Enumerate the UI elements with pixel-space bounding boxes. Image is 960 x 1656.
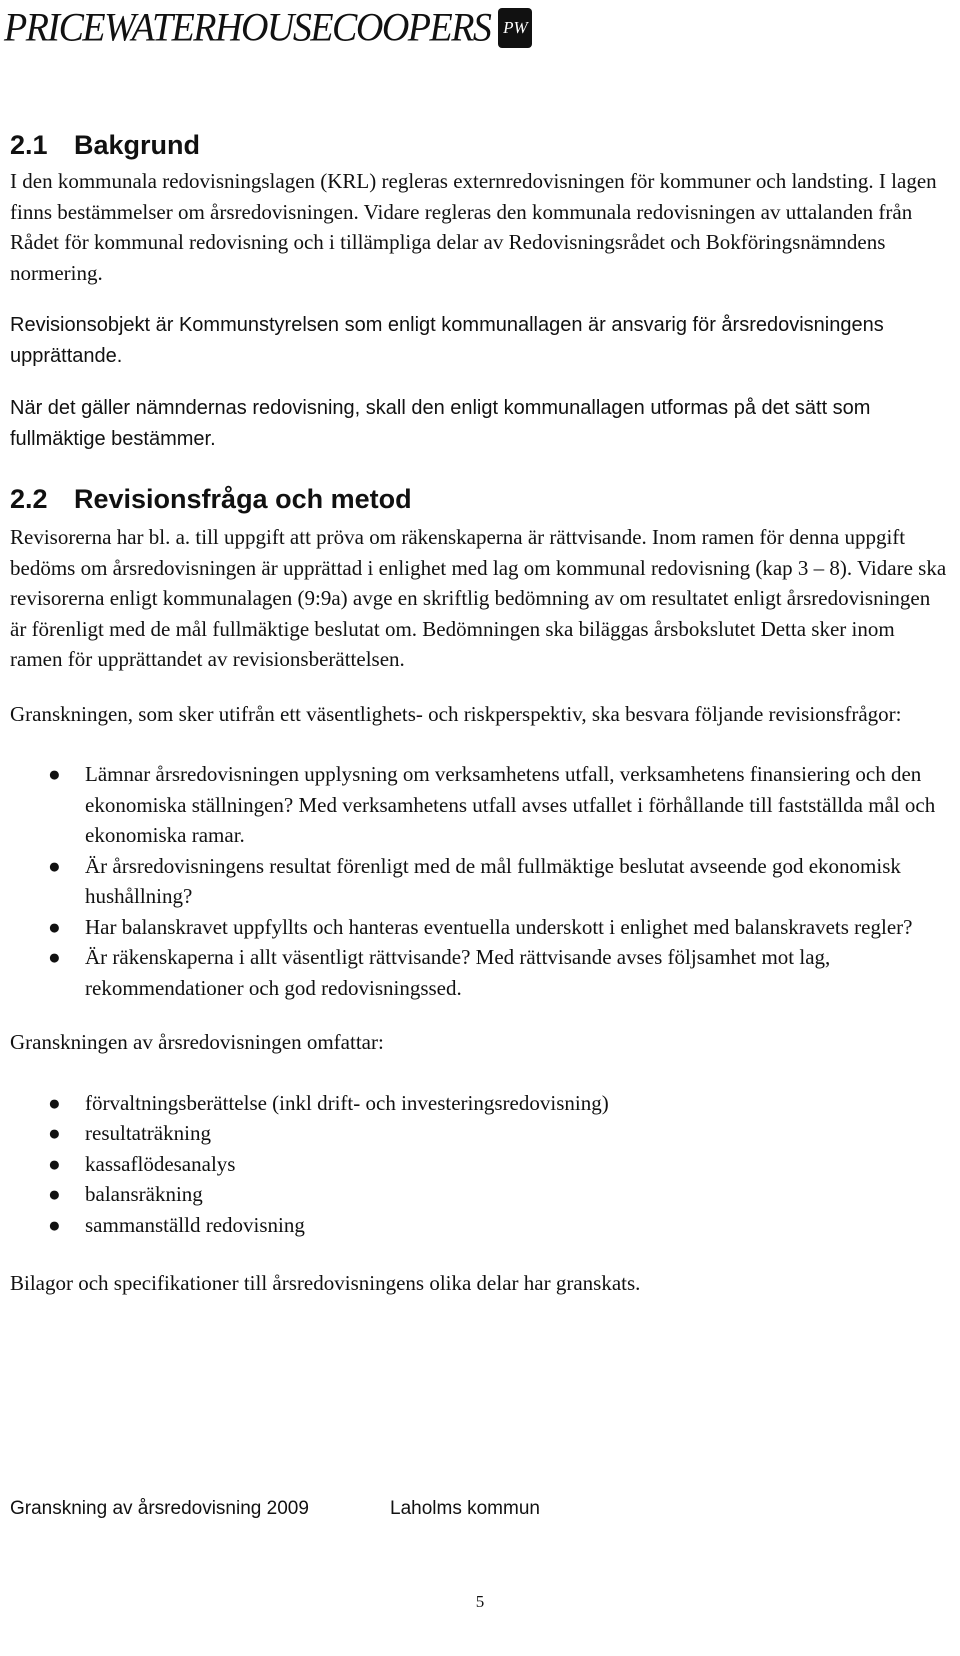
bullet-icon: ●: [48, 1090, 61, 1115]
scope-list: [10, 1088, 950, 1241]
bullet-icon: ●: [48, 914, 61, 939]
list-item: ● balansräkning: [10, 1179, 950, 1210]
pwc-logo: [4, 4, 532, 52]
paragraph: Revisionsobjekt är Kommunstyrelsen som enligt kommunallagen är ansvarig för årsredovisningens upprättande.: [10, 314, 884, 367]
list-item: ● resultaträkning: [10, 1118, 950, 1149]
footer-report-title: Granskning av årsredovisning 2009: [10, 1498, 309, 1519]
list-item: ● Har balanskravet uppfyllts och hanteras eventuella underskott i enlighet med balanskravets regler?: [10, 912, 950, 943]
page-number: 5: [475, 1592, 485, 1611]
bullet-icon: ●: [48, 1182, 61, 1206]
paragraph: Granskningen av årsredovisningen omfattar:: [10, 1030, 384, 1054]
paragraph: Bilagor och specifikationer till årsredovisningens olika delar har granskats.: [10, 1271, 641, 1295]
list-item: ● sammanställd redovisning: [10, 1210, 950, 1241]
footer-municipality: Laholms kommun: [390, 1498, 540, 1519]
logo-wordmark: PRICEWATERHOUSECOOPERS: [4, 5, 491, 51]
bullet-icon: ●: [48, 762, 61, 786]
section-heading-revisionsfraga: 2.2 Revisionsfråga och metod: [10, 484, 412, 514]
paragraph: I den kommunala redovisningslagen (KRL) regleras externredovisningen för kommuner och landsting. I lagen finns bestämmelser om årsredovisningen. Vidare regleras den kommunala redovisningen av uttalanden från Rådet för kommunal redovisning och i tillämpliga delar av Redovisningsrådet och Bokföringsnämndens normering.: [10, 169, 937, 285]
document-body: [10, 128, 950, 1299]
question-list: [10, 759, 950, 1003]
bullet-icon: ●: [48, 1121, 61, 1145]
bullet-icon: ●: [48, 1212, 61, 1237]
section-heading-bakgrund: 2.1 Bakgrund: [10, 130, 201, 160]
bullet-icon: ●: [48, 853, 61, 878]
bullet-icon: ●: [48, 945, 61, 969]
page-footer: [10, 1498, 540, 1520]
paragraph: När det gäller nämndernas redovisning, skall den enligt kommunallagen utformas på det sätt som fullmäktige bestämmer.: [10, 397, 871, 450]
list-item: ● förvaltningsberättelse (inkl drift- och investeringsredovisning): [10, 1088, 950, 1119]
list-item: ● Är årsredovisningens resultat förenligt med de mål fullmäktige beslutat avseende god ekonomisk hushållning?: [10, 851, 950, 912]
paragraph: Granskningen, som sker utifrån ett väsentlighets- och riskperspektiv, ska besvara följande revisionsfrågor:: [10, 701, 902, 726]
logo-seal-icon: PW: [498, 8, 532, 48]
list-item: ● kassaflödesanalys: [10, 1149, 950, 1180]
paragraph: Revisorerna har bl. a. till uppgift att pröva om räkenskaperna är rättvisande. Inom ramen för denna uppgift bedöms om årsredovisningen är upprättad i enlighet med lag om kommunal redovisning (kap 3 – 8). Vidare ska revisorerna enligt kommunalagen (9:9a) avge en skriftlig bedömning av om resultatet enligt årsredovisningen är förenligt med de mål fullmäktige beslutat om. Bedömningen ska biläggas årsbokslutet Detta sker inom ramen för upprättandet av revisionsberättelsen.: [10, 525, 947, 671]
bullet-icon: ●: [48, 1151, 61, 1176]
list-item: ● Är räkenskaperna i allt väsentligt rättvisande? Med rättvisande avses följsamhet mot lag, rekommendationer och god redovisningssed.: [10, 942, 950, 1003]
list-item: ● Lämnar årsredovisningen upplysning om verksamhetens utfall, verksamhetens finansiering och den ekonomiska ställningen? Med verksamhetens utfall avses utfallet i förhållande till fastställda mål och ekonomiska ramar.: [10, 759, 950, 851]
